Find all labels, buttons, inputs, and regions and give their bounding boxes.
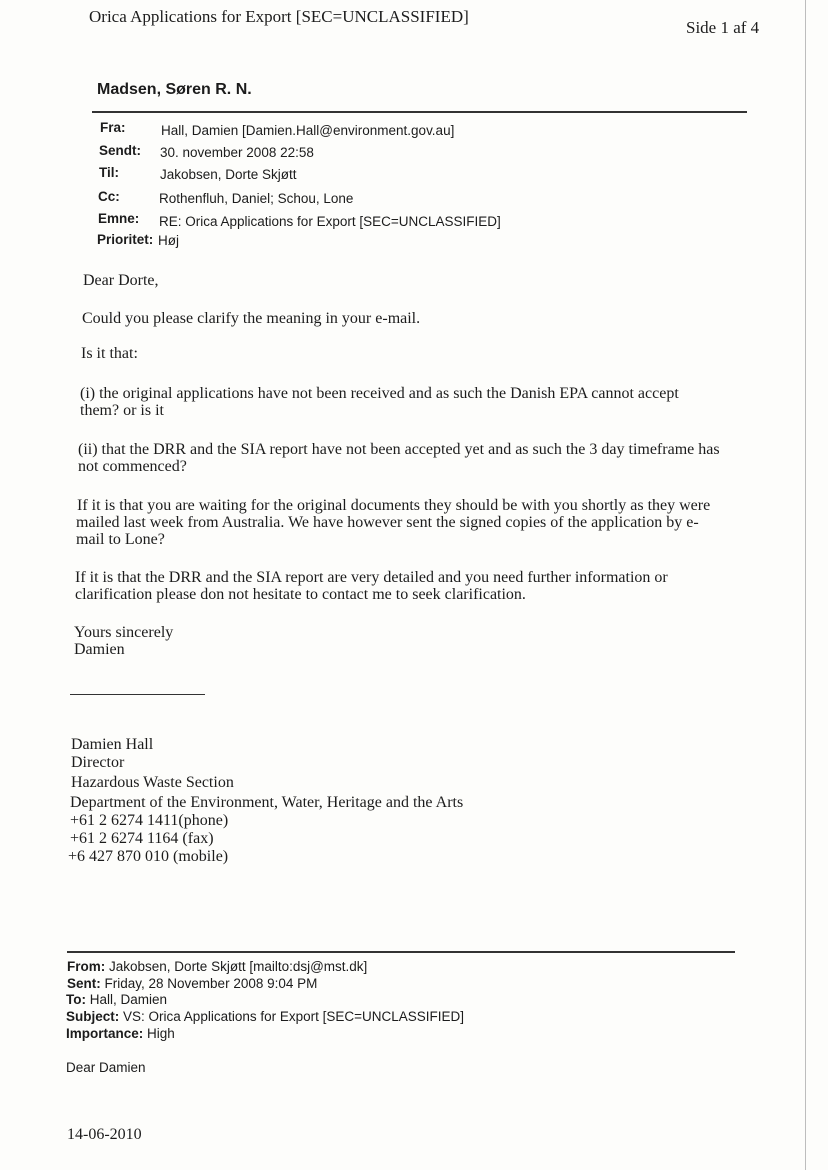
field-label-priority: Prioritet: [97, 232, 154, 247]
sender-name: Madsen, Søren R. N. [97, 81, 252, 98]
field-value-cc: Rothenfluh, Daniel; Schou, Lone [159, 191, 354, 206]
closing: Yours sincerely [74, 624, 174, 641]
page-number: Side 1 af 4 [686, 18, 760, 37]
body-paragraph-4-line-1: (ii) that the DRR and the SIA report have not been accepted yet and as such the 3 day timeframe has [78, 441, 720, 458]
document-title: Orica Applications for Export [SEC=UNCLASSIFIED] [89, 7, 469, 26]
forward-label-importance: Importance: [66, 1026, 144, 1041]
body-paragraph-6-line-1: If it is that the DRR and the SIA report are very detailed and you need further information or [75, 569, 668, 586]
field-value-from: Hall, Damien [Damien.Hall@environment.gov.au] [161, 123, 455, 138]
body-paragraph-5-line-3: mail to Lone? [76, 531, 165, 548]
signature-department: Department of the Environment, Water, Heritage and the Arts [70, 794, 464, 811]
forward-label-sent: Sent: [67, 976, 101, 991]
forward-label-from: From: [67, 959, 106, 974]
body-paragraph-5-line-2: mailed last week from Australia. We have however sent the signed copies of the application by e- [76, 514, 699, 531]
scan-edge-line [805, 0, 806, 1170]
forward-label-to: To: [66, 992, 86, 1007]
body-paragraph-6-line-2: clarification please don not hesitate to contact me to seek clarification. [75, 586, 526, 603]
forward-value-subject: VS: Orica Applications for Export [SEC=UNCLASSIFIED] [123, 1009, 465, 1024]
body-paragraph-2: Is it that: [81, 345, 138, 362]
forward-value-from: Jakobsen, Dorte Skjøtt [mailto:dsj@mst.dk] [109, 959, 368, 974]
signature-fax: +61 2 6274 1164 (fax) [70, 830, 214, 847]
forward-greeting: Dear Damien [66, 1060, 146, 1075]
field-label-subject: Emne: [98, 211, 140, 226]
forward-importance-line [66, 1026, 175, 1041]
signature-mobile: +6 427 870 010 (mobile) [68, 848, 229, 865]
forward-value-importance: High [147, 1026, 175, 1041]
field-value-to: Jakobsen, Dorte Skjøtt [160, 167, 297, 182]
body-paragraph-3-line-1: (i) the original applications have not been received and as such the Danish EPA cannot accept [80, 385, 679, 402]
signature-phone: +61 2 6274 1411(phone) [70, 812, 229, 829]
greeting: Dear Dorte, [83, 272, 159, 289]
field-label-from: Fra: [100, 120, 126, 135]
closing-name: Damien [74, 641, 125, 658]
field-value-sent: 30. november 2008 22:58 [160, 145, 314, 160]
forward-to-line [66, 992, 167, 1007]
forward-subject-line [66, 1009, 464, 1024]
forward-from-line [67, 959, 367, 974]
body-paragraph-4-line-2: not commenced? [78, 458, 187, 475]
signature-title: Director [71, 754, 125, 771]
body-paragraph-5-line-1: If it is that you are waiting for the original documents they should be with you shortly as they were [77, 497, 711, 514]
body-paragraph-3-line-2: them? or is it [80, 402, 164, 419]
forward-divider [67, 951, 735, 953]
forward-sent-line [67, 976, 317, 991]
forward-value-sent: Friday, 28 November 2008 9:04 PM [104, 976, 318, 991]
field-value-subject: RE: Orica Applications for Export [SEC=UNCLASSIFIED] [159, 214, 501, 229]
field-value-priority: Høj [158, 233, 179, 248]
header-divider [92, 111, 747, 113]
body-paragraph-1: Could you please clarify the meaning in your e-mail. [82, 310, 421, 327]
footer-date: 14-06-2010 [67, 1126, 142, 1143]
signature-divider [70, 694, 205, 695]
signature-section: Hazardous Waste Section [71, 774, 234, 791]
field-label-sent: Sendt: [99, 143, 141, 158]
forward-label-subject: Subject: [66, 1009, 120, 1024]
forward-value-to: Hall, Damien [89, 992, 168, 1007]
signature-name: Damien Hall [71, 736, 154, 753]
field-label-to: Til: [99, 165, 119, 180]
field-label-cc: Cc: [98, 189, 120, 204]
